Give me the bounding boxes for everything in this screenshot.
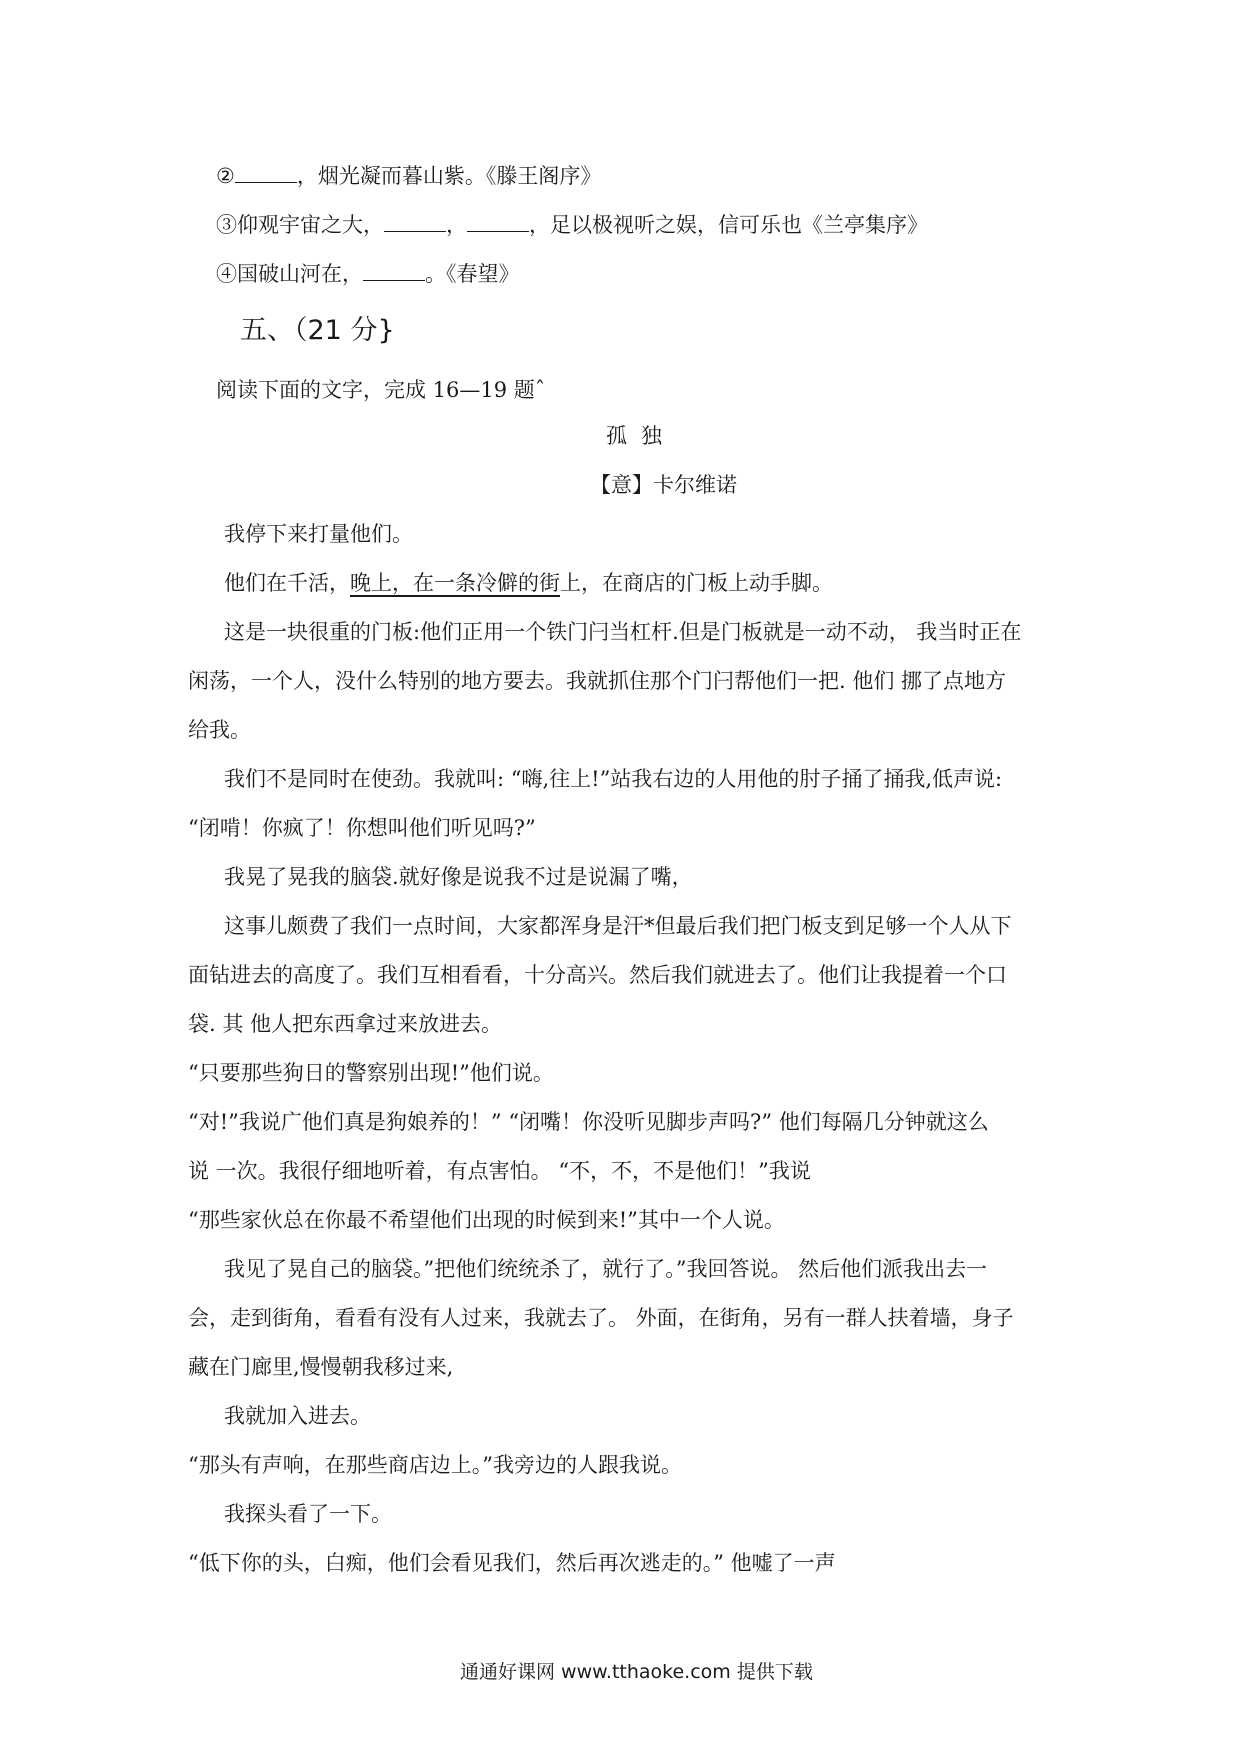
text-span: 上，在商店的门板上动手脚。: [560, 571, 833, 595]
story-line: 我就加入进去。: [224, 1404, 371, 1428]
separator: ，: [446, 213, 467, 237]
question-text: 。《春望》: [425, 262, 520, 286]
question-text: ③仰观宇宙之大，: [216, 213, 384, 237]
fill-in-question-2: [216, 162, 601, 190]
story-line: 袋. 其 他人把东西拿过来放进去。: [188, 1012, 503, 1036]
underlined-phrase: 晚上，在一条冷僻的街: [350, 571, 560, 595]
story-line: 闲荡，一个人，没什么特别的地方要去。我就抓住那个门闩帮他们一把. 他们 挪了点地方: [188, 669, 1007, 693]
story-line: 这是一块很重的门板:他们正用一个铁门闩当杠杆.但是门板就是一动不动， 我当时正在: [224, 620, 1022, 644]
story-line: 说 一次。我很仔细地听着，有点害怕。 “不，不，不是他们！”我说: [188, 1159, 811, 1183]
answer-blank: [235, 164, 297, 183]
story-line: 我们不是同时在使劲。我就叫: “嗨,往上!”站我右边的人用他的肘子捅了捅我,低声说:: [224, 767, 1003, 791]
fill-in-question-3: [216, 211, 928, 239]
text-span: 他们在千活，: [224, 571, 350, 595]
story-line: 我探头看了一下。: [224, 1502, 392, 1526]
question-text: ④国破山河在，: [216, 262, 363, 286]
question-number: ②: [216, 164, 235, 188]
story-line: 我见了晃自己的脑袋。”把他们统统杀了，就行了。”我回答说。 然后他们派我出去一: [224, 1257, 988, 1281]
story-line: 面钻进去的高度了。我们互相看看，十分高兴。然后我们就进去了。他们让我提着一个口: [188, 963, 1007, 987]
answer-blank: [467, 213, 529, 232]
story-line: “对!”我说广他们真是狗娘养的！” “闭嘴！你没听见脚步声吗?” 他们每隔几分钟就这么: [188, 1110, 989, 1134]
story-line: “低下你的头，白痴，他们会看见我们，然后再次逃走的。” 他嘘了一声: [188, 1551, 836, 1575]
story-line: 我晃了晃我的脑袋.就好像是说我不过是说漏了嘴，: [224, 865, 693, 889]
fill-in-question-4: [216, 260, 520, 288]
answer-blank: [363, 262, 425, 281]
story-line: “那头有声响，在那些商店边上。”我旁边的人跟我说。: [188, 1453, 682, 1477]
story-line: 藏在门廊里,慢慢朝我移过来,: [188, 1355, 454, 1379]
story-line: 我停下来打量他们。: [224, 522, 413, 546]
section-heading: 五、（21 分}: [240, 315, 395, 346]
story-author: 【意】卡尔维诺: [590, 473, 737, 497]
answer-blank: [384, 213, 446, 232]
story-line: 会，走到街角，看看有没有人过来，我就去了。 外面，在街角，另有一群人扶着墙，身子: [188, 1306, 1014, 1330]
story-line: “闭啃！你疯了！你想叫他们听见吗?”: [188, 816, 536, 840]
story-title: 孤独: [606, 424, 676, 448]
page-footer: 通通好课网 www.tthaoke.com 提供下载: [460, 1661, 813, 1683]
question-text: ，烟光凝而暮山紫。《滕王阁序》: [296, 164, 602, 188]
question-text: ，足以极视听之娱，信可乐也《兰亭集序》: [529, 213, 928, 237]
section-instruction: 阅读下面的文字，完成 16—19 题ˆ: [216, 378, 546, 402]
story-line: “那些家伙总在你最不希望他们出现的时候到来!”其中一个人说。: [188, 1208, 785, 1232]
story-line: “只要那些狗日的警察别出现!”他们说。: [188, 1061, 554, 1085]
story-line: 这事儿颇费了我们一点时间，大家都浑身是汗*但最后我们把门板支到足够一个人从下: [224, 914, 1012, 938]
story-line: [224, 569, 833, 597]
story-line: 给我。: [188, 718, 251, 742]
